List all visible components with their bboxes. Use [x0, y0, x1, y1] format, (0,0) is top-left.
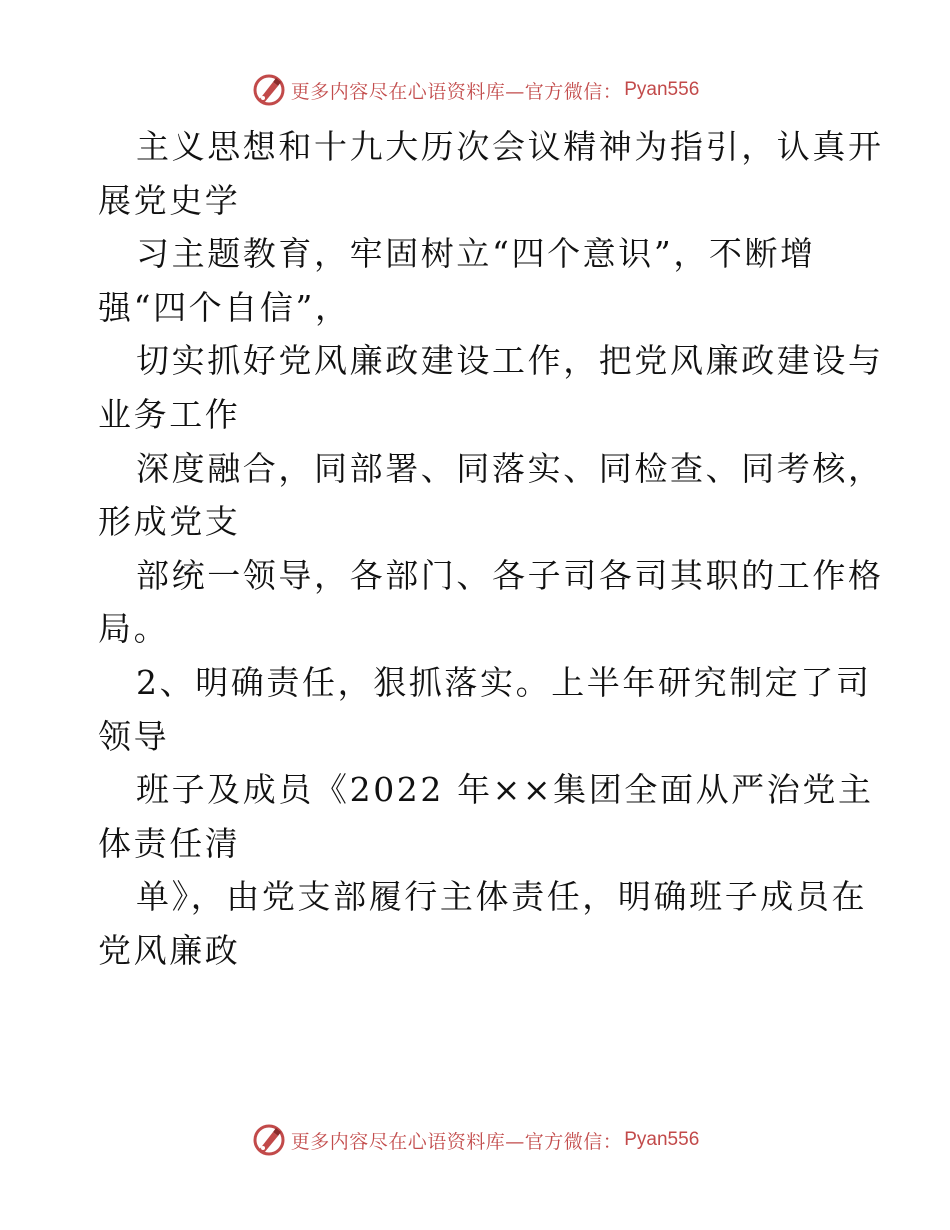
- body-line: 切实抓好党风廉政建设工作，把党风廉政建设与: [136, 341, 884, 381]
- footer-watermark: [0, 1120, 950, 1160]
- body-line: 业务工作: [98, 394, 241, 434]
- body-line: 形成党支: [98, 502, 241, 542]
- watermark-wechat-id: Pyan556: [624, 79, 700, 100]
- body-line: 深度融合，同部署、同落实、同检查、同考核，: [136, 448, 884, 488]
- body-line: 部统一领导，各部门、各子司各司其职的工作格: [136, 555, 884, 595]
- document-body: [98, 120, 884, 978]
- pen-logo-icon: [251, 72, 287, 108]
- body-line: 展党史学: [98, 180, 241, 220]
- body-line: 强“四个自信”，: [98, 287, 351, 327]
- pen-logo-icon: [251, 1122, 287, 1158]
- watermark-text: 更多内容尽在心语资料库—官方微信：: [290, 80, 623, 103]
- body-line: 体责任清: [98, 823, 241, 863]
- body-line: 习主题教育，牢固树立“四个意识”，不断增: [136, 234, 816, 274]
- body-line: 单》，由党支部履行主体责任，明确班子成员在: [136, 877, 868, 917]
- body-line: 领导: [98, 716, 170, 756]
- body-line: 局。: [98, 609, 170, 649]
- watermark-wechat-id: Pyan556: [624, 1129, 700, 1150]
- watermark-text: 更多内容尽在心语资料库—官方微信：: [290, 1130, 623, 1153]
- body-line: 党风廉政: [98, 930, 241, 970]
- body-line: 主义思想和十九大历次会议精神为指引，认真开: [136, 127, 884, 166]
- header-watermark: [0, 70, 950, 110]
- body-line: 2、明确责任，狠抓落实。上半年研究制定了司: [136, 662, 872, 702]
- body-line: 班子及成员《2022 年××集团全面从严治党主: [136, 770, 874, 810]
